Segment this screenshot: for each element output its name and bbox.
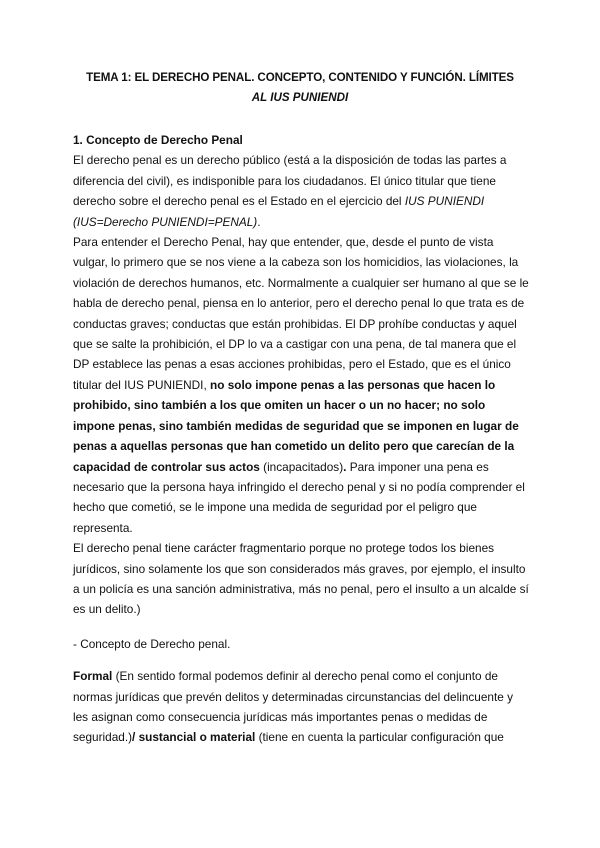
paragraph-text: (incapacitados) [259, 459, 344, 474]
paragraph-fragmentary: El derecho penal tiene carácter fragmentario porque no protege todos los bienes jurídicos, sino solamente los que son considerados más graves, por ejemplo, el insulto a un policía es una sanción administrativa, más no penal, pero el insulto a un alcalde sí es un delito.) [73, 541, 529, 617]
paragraph-concept-list-item: - Concepto de Derecho penal. [73, 636, 231, 651]
paragraph-public-law [73, 150, 529, 232]
document-title [60, 68, 540, 108]
bold-text: Formal [73, 669, 113, 684]
document-body [73, 130, 529, 748]
title-line-1: TEMA 1: EL DERECHO PENAL. CONCEPTO, CONTENIDO Y FUNCIÓN. LÍMITES [86, 71, 514, 84]
title-line-2: AL IUS PUNIENDI [251, 91, 349, 104]
paragraph-formal-material [73, 666, 529, 748]
bold-text: . [343, 459, 347, 474]
paragraph-text: El derecho penal es un derecho público (está a la disposición de todas las partes a diferencia del civil), es indisponible para los ciudadanos. El único titular que tiene derecho sobre el derecho penal es el Estado en el ejercicio del [73, 153, 507, 209]
paragraph-understanding [73, 232, 529, 538]
paragraph-text: Para imponer una pena es necesario que la persona haya infringido el derecho penal y si no podía comprender el hecho que cometió, se le impone una medida de seguridad por el peligro que representa. [73, 459, 525, 535]
bold-text: / sustancial o material [132, 730, 256, 745]
paragraph-text: (En sentido formal podemos definir al derecho penal como el conjunto de normas jurídicas que prevén delitos y determinadas circunstancias del delincuente y les asignan como consecuencia jurídicas más importantes penas o medidas de seguridad.) [73, 669, 513, 745]
paragraph-text: Para entender el Derecho Penal, hay que entender, que, desde el punto de vista vulgar, lo primero que se nos viene a la cabeza son los homicidios, las violaciones, la violación de derechos humanos, etc. Normalmente a cualquier ser humano al que se le habla de derecho penal, piensa en lo anterior, pero el derecho penal lo que trata es de conductas graves; conductas que están prohibidas. El DP prohíbe conductas y aquel que se salte la prohibición, el DP lo va a castigar con una pena, de tal manera que el DP establece las penas a esas acciones prohibidas, pero el Estado, que es el único titular del IUS PUNIENDI, [73, 235, 529, 392]
bold-text: no solo impone penas a las personas que hacen lo prohibido, sino también a los que omiten un hacer o un no hacer; no solo impone penas, sino también medidas de seguridad que se imponen en lugar de penas a aquellas personas que han cometido un delito pero que carecían de la capacidad de controlar sus actos [73, 377, 519, 474]
paragraph-text: (tiene en cuenta la particular configuración que [255, 730, 504, 745]
italic-text: IUS PUNIENDI (IUS=Derecho PUNIENDI=PENAL) [73, 194, 485, 229]
paragraph-text: . [257, 214, 261, 229]
section-heading: 1. Concepto de Derecho Penal [73, 133, 243, 147]
